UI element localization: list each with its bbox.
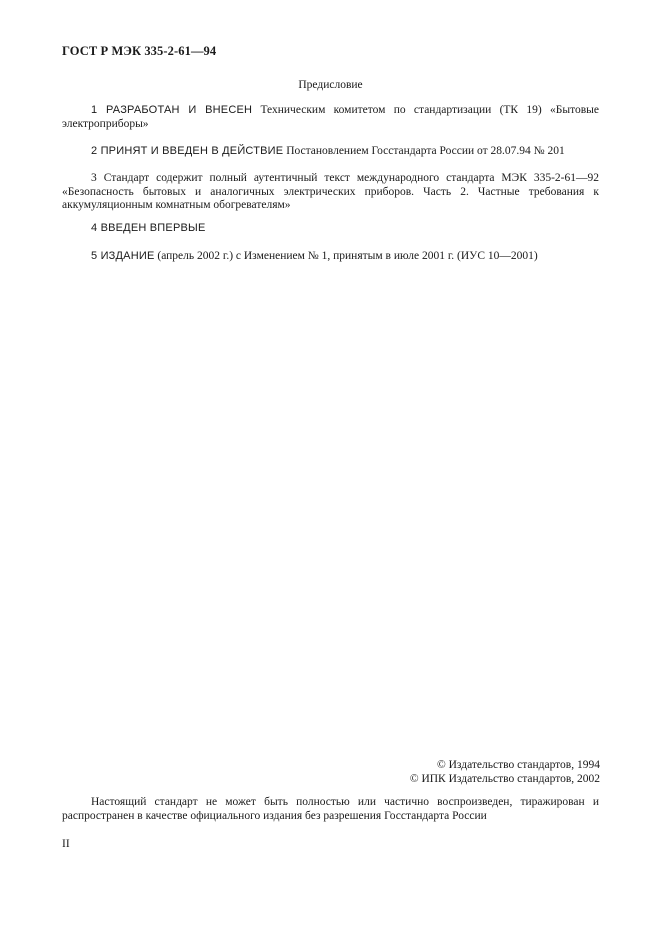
foreword-item-2-text: Постановлением Госстандарта России от 28.07.94 № 201 xyxy=(283,145,565,157)
foreword-item-3-text: 3 Стандарт содержит полный аутентичный текст международного стандарта МЭК 335-2-61—92 «Безопасность бытовых и аналогичных электрических приборов. Часть 2. Частные требования к аккумуляционным комнатным обогревателям» xyxy=(62,172,599,212)
reproduction-notice: Настоящий стандарт не может быть полностью или частично воспроизведен, тиражирован и распространен в качестве официального издания без разрешения Госстандарта России xyxy=(62,796,599,822)
page-number: II xyxy=(62,838,70,850)
foreword-item-3 xyxy=(62,172,599,213)
foreword-item-1 xyxy=(62,104,599,131)
foreword-item-2 xyxy=(62,145,599,159)
foreword-item-1-lead: 1 РАЗРАБОТАН И ВНЕСЕН xyxy=(91,104,253,116)
copyright-line-1: © Издательство стандартов, 1994 xyxy=(436,759,600,771)
document-code-header: ГОСТ Р МЭК 335-2-61—94 xyxy=(62,44,217,58)
copyright-line-2: © ИПК Издательство стандартов, 2002 xyxy=(409,773,600,785)
foreword-item-2-lead: 2 ПРИНЯТ И ВВЕДЕН В ДЕЙСТВИЕ xyxy=(91,145,284,157)
foreword-item-4 xyxy=(62,222,599,236)
foreword-item-1-text: Техническим комитетом по стандартизации (ТК 19) «Бытовые электроприборы» xyxy=(62,104,599,130)
foreword-item-5-lead: 5 ИЗДАНИЕ xyxy=(91,250,155,262)
foreword-item-5 xyxy=(62,250,599,264)
foreword-item-4-lead: 4 ВВЕДЕН ВПЕРВЫЕ xyxy=(91,222,206,234)
foreword-item-5-text: (апрель 2002 г.) с Изменением № 1, принятым в июле 2001 г. (ИУС 10—2001) xyxy=(154,250,538,262)
section-title: Предисловие xyxy=(298,79,363,91)
